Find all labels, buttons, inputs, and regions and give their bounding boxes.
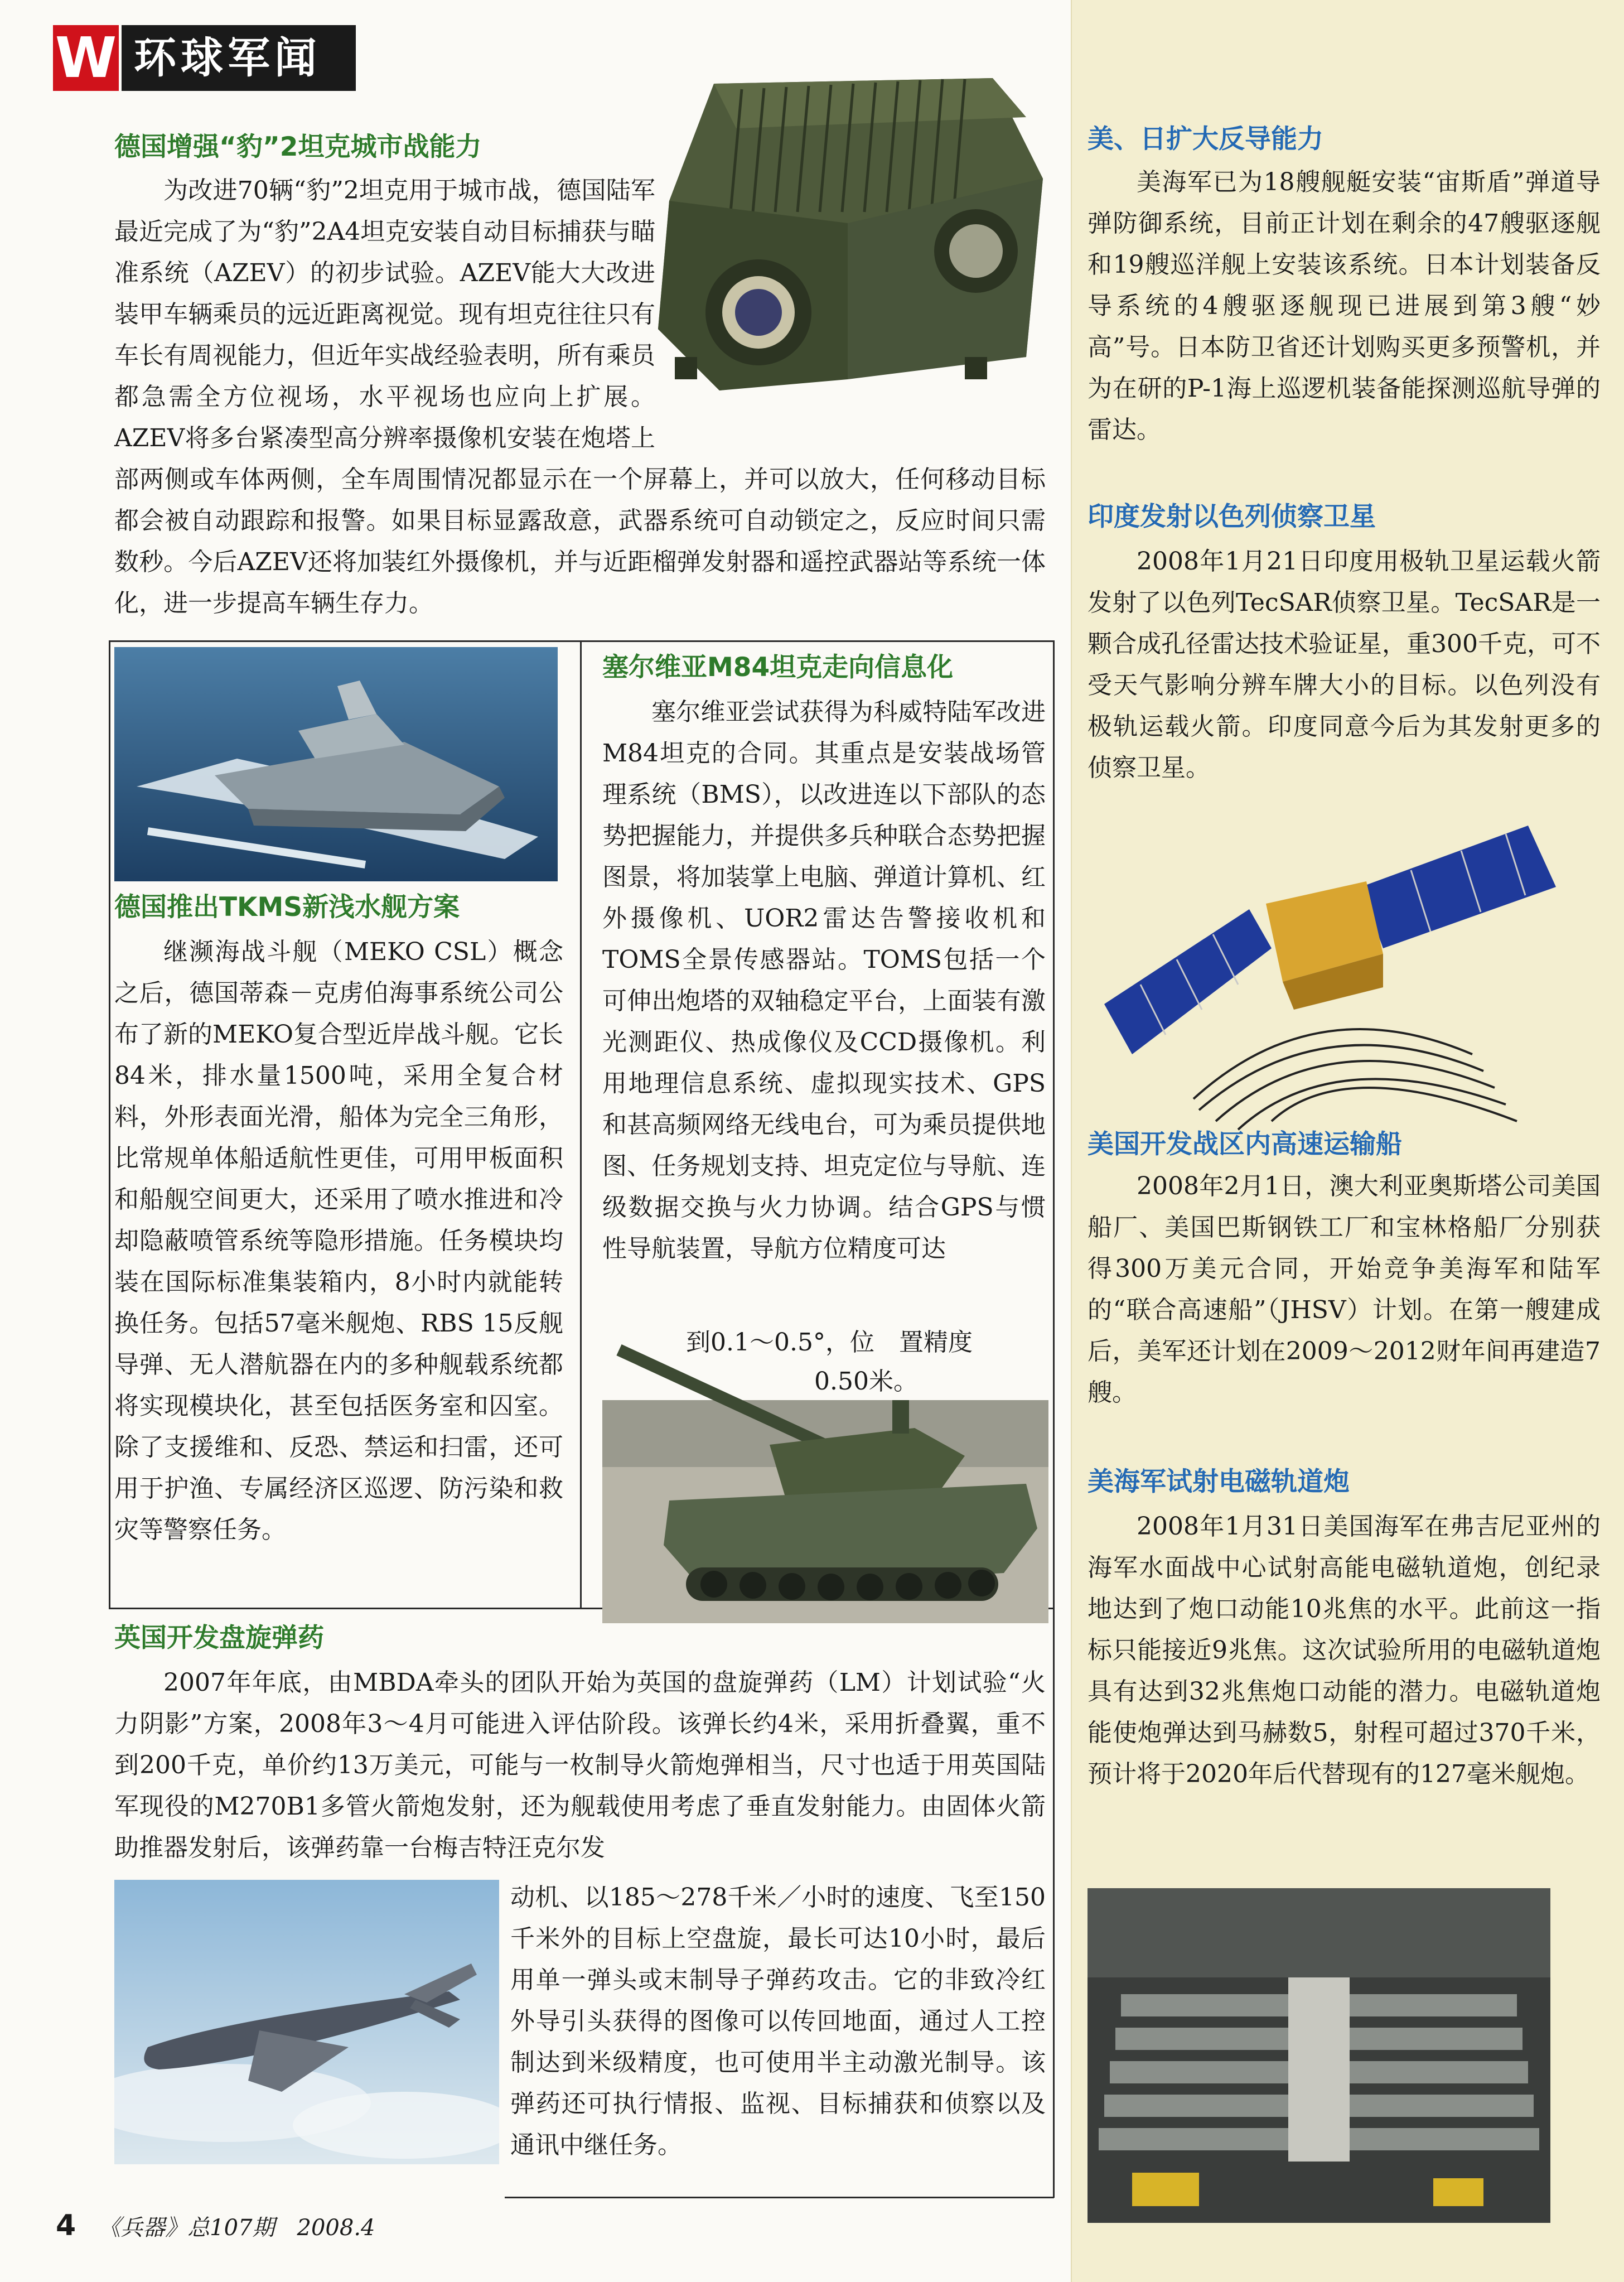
section-title: 环球军闻 — [122, 25, 356, 91]
article-leopard-body: 为改进70辆“豹”2坦克用于城市战，德国陆军最近完成了为“豹”2A4坦克安装自动目标捕获与瞄准系统（AZEV）的初步试验。AZEV能大大改进装甲车辆乘员的远近距离视觉。现有坦克往往只有车长有周视能力，但近年实战经验表明，所有乘员都急需全方位视场，水平视场也应向上扩展。AZEV将多台紧凑型高分辨率摄像机安装在炮塔上部两侧或车体两侧，全车周围情况都显示在一个屏幕上，并可以放大，任何移动目标都会被自动跟踪和报警。如果目标显露敌意，武器系统可自动锁定之，反应时间只需数秒。今后AZEV还将加装红外摄像机，并与近距榴弹发射器和遥控武器站等系统一体化，进一步提高车辆生存力。 — [114, 176, 1046, 617]
article-jhsv-body: 2008年2月1日，澳大利亚奥斯塔公司美国船厂、美国巴斯钢铁工厂和宝林格船厂分别获得300万美元合同，开始竞争美海军和陆军的“联合高速船”（JHSV）计划。在第一艘建成后，美军还计划在2009～2012财年间再建造7艘。 — [1088, 1172, 1601, 1407]
article-antimissile-body: 美海军已为18艘舰艇安装“宙斯盾”弹道导弹防御系统，目前正计划在剩余的47艘驱逐舰和19艘巡洋舰上安装该系统。日本计划装备反导系统的4艘驱逐舰现已进展到第3艘“妙高”号。日本防卫省还计划购买更多预警机，并为在研的P-1海上巡逻机装备能探测巡航导弹的雷达。 — [1088, 168, 1601, 444]
section-logo-w: W — [53, 25, 119, 91]
article-m84-tail-line-1: 到0.1～0.5°，位 置精度 — [686, 1328, 973, 1357]
article-m84-body-box — [602, 692, 1046, 1322]
article-tkms-body: 继濒海战斗舰（MEKO CSL）概念之后，德国蒂森－克虏伯海事系统公司公布了新的MEKO复合型近岸战斗舰。它长84米，排水量1500吨，采用全复合材料，外形表面光滑，船体为完全三角形，比常规单体船适航性更佳，可用甲板面积和船舰空间更大，还采用了喷水推进和冷却隐蔽喷管系统等隐形措施。任务模块均装在国际标准集装箱内，8小时内就能转换任务。包括57毫米舰炮、RBS 15反舰导弹、无人潜航器在内的多种舰载系统都将实现模块化，甚至包括医务室和囚室。除了支援维和、反恐、禁运和扫雷，还可用于护渔、专属经济区巡逻、防污染和救灾等警察任务。 — [114, 938, 563, 1544]
article-railgun-body-box — [1088, 1506, 1601, 1885]
article-antimissile-body-box — [1088, 162, 1601, 508]
article-india-title: 印度发射以色列侦察卫星 — [1088, 501, 1376, 532]
tecsar-satellite-image — [1082, 820, 1573, 1132]
article-loitering-body-top: 2007年年底，由MBDA牵头的团队开始为英国的盘旋弹药（LM）计划试验“火力阴影”方案，2008年3～4月可能进入评估阶段。该弹长约4米，采用折叠翼，重不到200千克，单价约13万美元，可能与一枚制导火箭炮弹相当，尺寸也适于用英国陆军现役的M270B1多管火箭炮发射，还为舰载使用考虑了垂直发射能力。由固体火箭助推器发射后，该弹药靠一台梅吉特汪克尔发 — [114, 1668, 1046, 1862]
tkms-ship-image — [114, 647, 558, 881]
article-railgun-title: 美海军试射电磁轨道炮 — [1088, 1466, 1350, 1497]
frame-right-edge — [1053, 640, 1055, 2198]
article-loitering-body-bottom: 动机、以185～278千米／小时的速度、飞至150千米外的目标上空盘旋，最长可达10小时，最后用单一弹头或末制导子弹药攻击。它的非致冷红外导引头获得的图像可以传回地面，通过人工控制达到米级精度，也可使用半主动激光制导。该弹药还可执行情报、监视、目标捕获和侦察以及通讯中继任务。 — [510, 1883, 1046, 2159]
article-m84-tail-line-2: 0.50米。 — [814, 1367, 918, 1396]
frame-left-edge — [109, 640, 110, 1608]
loitering-munition-image — [114, 1880, 499, 2164]
frame-middle-divider — [580, 640, 582, 1608]
page-footer — [56, 2209, 375, 2242]
leopard-image-wrap-spacer — [655, 170, 1046, 421]
article-loitering-body-top-box — [114, 1662, 1046, 1874]
article-leopard-body-box — [114, 170, 1046, 639]
article-india-body: 2008年1月21日印度用极轨卫星运载火箭发射了以色列TecSAR侦察卫星。TecSAR是一颗合成孔径雷达技术验证星，重300千克，可不受天气影响分辨车牌大小的目标。以色列没有极轨运载火箭。印度同意今后为其发射更多的侦察卫星。 — [1088, 547, 1601, 782]
article-tkms-title: 德国推出TKMS新浅水舰方案 — [114, 892, 460, 923]
article-loitering-title: 英国开发盘旋弹药 — [114, 1623, 324, 1653]
page-number: 4 — [56, 2209, 76, 2242]
article-railgun-body: 2008年1月31日美国海军在弗吉尼亚州的海军水面战中心试射高能电磁轨道炮，创纪录地达到了炮口动能10兆焦的水平。此前这一指标只能接近9兆焦。这次试验所用的电磁轨道炮具有达到32兆焦炮口动能的潜力。电磁轨道炮能使炮弹达到马赫数5，射程可超过370千米，预计将于2020年后代替现有的127毫米舰炮。 — [1088, 1512, 1601, 1788]
article-loitering-body-bottom-box — [510, 1877, 1046, 2195]
article-leopard-title: 德国增强“豹”2坦克城市战能力 — [114, 132, 482, 162]
article-m84-title: 塞尔维亚M84坦克走向信息化 — [602, 652, 954, 683]
m84-tank-image — [602, 1333, 1048, 1623]
article-antimissile-title: 美、日扩大反导能力 — [1088, 124, 1323, 155]
article-tkms-body-box — [114, 932, 563, 1601]
article-jhsv-title: 美国开发战区内高速运输船 — [1088, 1129, 1402, 1160]
frame-bottom-edge — [505, 2197, 1054, 2198]
article-india-body-box — [1088, 541, 1601, 831]
magazine-issue: 《兵器》总107期 2008.4 — [98, 2215, 375, 2241]
article-m84-body: 塞尔维亚尝试获得为科威特陆军改进M84坦克的合同。其重点是安装战场管理系统（BMS），以改进连以下部队的态势把握能力，并提供多兵种联合态势把握图景，将加装掌上电脑、弹道计算机、红外摄像机、UOR2雷达告警接收机和TOMS全景传感器站。TOMS包括一个可伸出炮塔的双轴稳定平台，上面装有激光测距仪、热成像仪及CCD摄像机。利用地理信息系统、虚拟现实技术、GPS和甚高频网络无线电台，可为乘员提供地图、任务规划支持、坦克定位与导航、连级数据交换与火力协调。结合GPS与惯性导航装置，导航方位精度可达 — [602, 698, 1046, 1263]
railgun-facility-image — [1088, 1888, 1550, 2223]
article-jhsv-body-box — [1088, 1166, 1601, 1467]
